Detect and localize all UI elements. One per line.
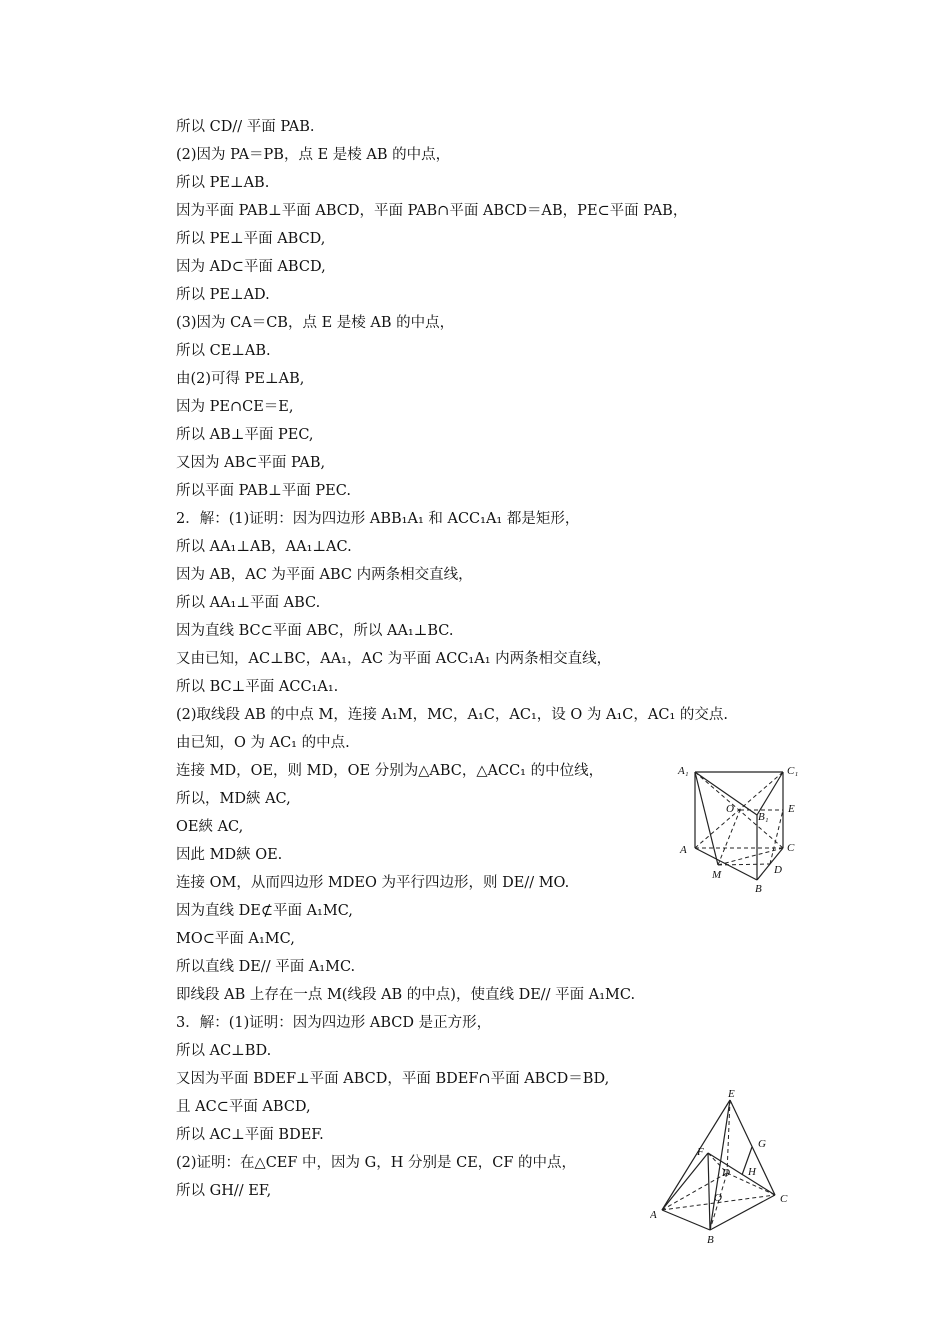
text-line: 且 AC⊂平面 ABCD, (176, 1099, 311, 1115)
text-line: (2)因为 PA＝PB，点 E 是棱 AB 的中点， (176, 147, 451, 163)
text-line: 所以 BC⊥平面 ACC₁A₁. (176, 679, 339, 695)
text-line: 因为平面 PAB⊥平面 ABCD，平面 PAB∩平面 ABCD＝AB，PE⊂平面 PAB， (176, 203, 688, 219)
label-D: D (774, 864, 782, 876)
label-M: M (712, 869, 722, 881)
text-line: 因为直线 BC⊂平面 ABC，所以 AA₁⊥BC. (176, 623, 454, 639)
text-line: 因为 AD⊂平面 ABCD, (176, 259, 326, 275)
label-A1: A₁ (678, 765, 689, 777)
text-line: 所以 GH// EF, (176, 1183, 272, 1199)
label-A: A (680, 844, 687, 856)
text-line: 所以 AA₁⊥AB，AA₁⊥AC. (176, 539, 352, 555)
text-line: 所以直线 DE// 平面 A₁MC. (176, 959, 356, 975)
text-line: (2)证明：在△CEF 中，因为 G，H 分别是 CE，CF 的中点， (176, 1155, 577, 1171)
text-line: 又由已知，AC⊥BC，AA₁，AC 为平面 ACC₁A₁ 内两条相交直线， (176, 651, 612, 667)
label-E: E (788, 803, 795, 815)
text-line: 所以 PE⊥AB. (176, 175, 270, 191)
text-line: 所以 CD// 平面 PAB. (176, 119, 315, 135)
text-line: 又因为平面 BDEF⊥平面 ABCD，平面 BDEF∩平面 ABCD＝BD, (176, 1071, 610, 1087)
text-line: 因此 MD綊 OE. (176, 847, 283, 863)
text-line: 即线段 AB 上存在一点 M(线段 AB 的中点)，使直线 DE// 平面 A₁MC. (176, 987, 636, 1003)
text-line: 所以 PE⊥AD. (176, 287, 270, 303)
text-line: OE綊 AC, (176, 819, 244, 835)
text-line: 所以 AC⊥BD. (176, 1043, 272, 1059)
label-C1: C₁ (787, 765, 799, 777)
text-line: (2)取线段 AB 的中点 M，连接 A₁M，MC，A₁C，AC₁，设 O 为 A₁C，AC₁ 的交点. (176, 707, 728, 723)
text-line: 所以 AA₁⊥平面 ABC. (176, 595, 321, 611)
text-line: 所以，MD綊 AC, (176, 791, 291, 807)
text-line: 3．解：(1)证明：因为四边形 ABCD 是正方形， (176, 1015, 492, 1031)
text-line: 2．解：(1)证明：因为四边形 ABB₁A₁ 和 ACC₁A₁ 都是矩形， (176, 511, 580, 527)
text-line: 所以 AC⊥平面 BDEF. (176, 1127, 324, 1143)
text-line: 所以平面 PAB⊥平面 PEC. (176, 483, 351, 499)
label-B: B (755, 883, 762, 895)
text-line: 因为 AB，AC 为平面 ABC 内两条相交直线， (176, 567, 473, 583)
text-line: 所以 CE⊥AB. (176, 343, 271, 359)
label-D2: D (722, 1167, 730, 1179)
label-B1: B₁ (758, 811, 769, 823)
text-line: 因为 PE∩CE＝E, (176, 399, 294, 415)
text-line: 又因为 AB⊂平面 PAB, (176, 455, 326, 471)
label-G: G (758, 1138, 766, 1150)
label-H: H (748, 1166, 756, 1178)
text-line: 所以 AB⊥平面 PEC, (176, 427, 314, 443)
label-E2: E (728, 1088, 735, 1100)
text-line: 连接 MD，OE，则 MD，OE 分别为△ABC，△ACC₁ 的中位线， (176, 763, 604, 779)
text-line: 由已知，O 为 AC₁ 的中点. (176, 735, 350, 751)
pyramid-figure (650, 1085, 800, 1245)
label-A2: A (650, 1209, 657, 1221)
label-C2: C (780, 1193, 788, 1205)
label-F: F (697, 1146, 704, 1158)
label-B2: B (707, 1234, 714, 1245)
label-O: O (726, 803, 734, 815)
text-line: 所以 PE⊥平面 ABCD, (176, 231, 326, 247)
text-line: 由(2)可得 PE⊥AB, (176, 371, 305, 387)
label-O2: O (714, 1192, 722, 1204)
text-line: MO⊂平面 A₁MC, (176, 931, 295, 947)
text-line: 连接 OM，从而四边形 MDEO 为平行四边形，则 DE// MO. (176, 875, 570, 891)
text-line: 因为直线 DE⊄平面 A₁MC, (176, 903, 353, 919)
text-line: (3)因为 CA＝CB，点 E 是棱 AB 的中点， (176, 315, 455, 331)
label-C: C (787, 842, 795, 854)
prism-figure (670, 760, 820, 900)
